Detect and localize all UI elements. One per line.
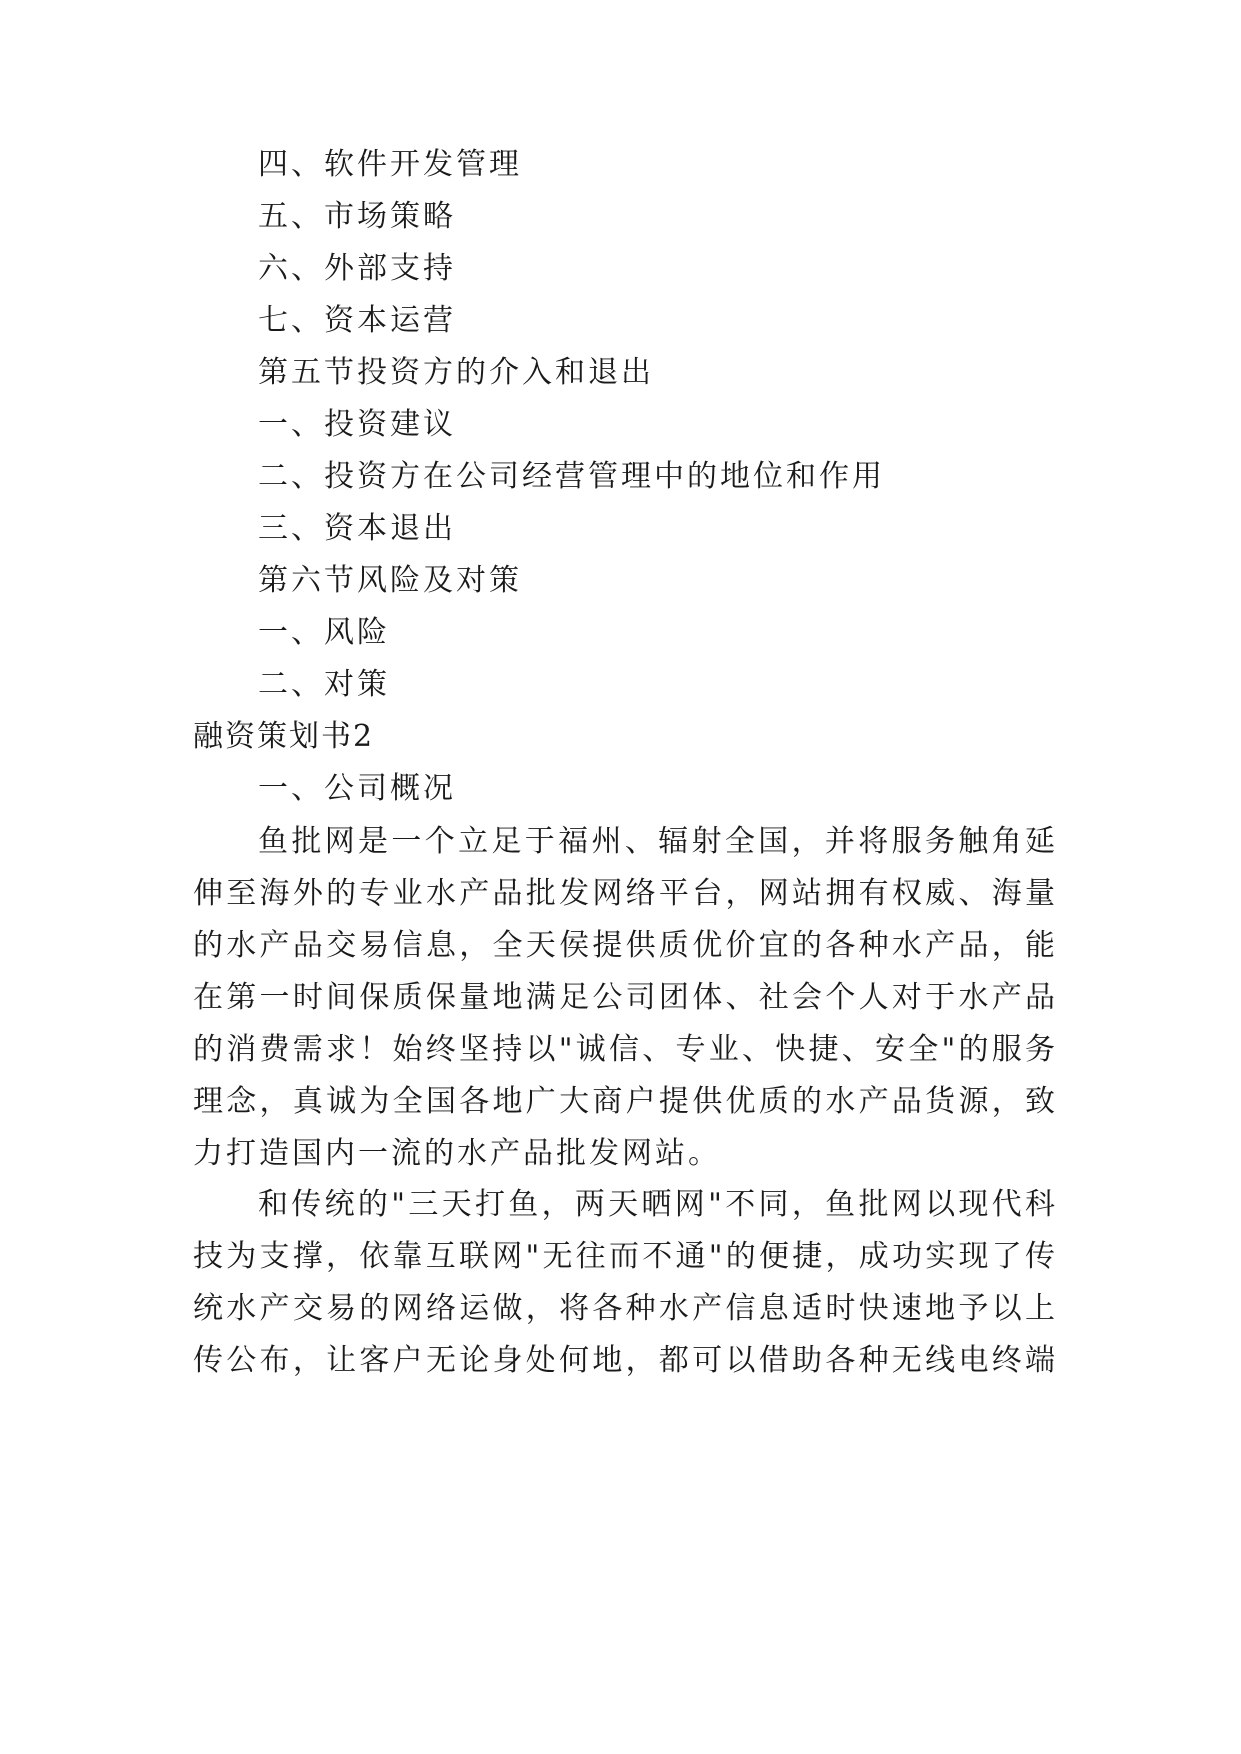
outline-item: 七、资本运营 (258, 303, 456, 338)
paragraph-line: 统水产交易的网络运做，将各种水产信息适时快速地予以上 (193, 1291, 1055, 1326)
paragraph-line: 理念，真诚为全国各地广大商户提供优质的水产品货源，致 (193, 1084, 1055, 1119)
outline-item: 六、外部支持 (258, 251, 456, 286)
paragraph-line: 力打造国内一流的水产品批发网站。 (193, 1136, 721, 1171)
paragraph-line: 鱼批网是一个立足于福州、辐射全国，并将服务触角延 (258, 824, 1055, 859)
outline-item: 二、投资方在公司经营管理中的地位和作用 (258, 459, 885, 494)
outline-item: 二、对策 (258, 667, 390, 702)
outline-item: 五、市场策略 (258, 199, 456, 234)
outline-section-heading: 第五节投资方的介入和退出 (258, 355, 654, 390)
paragraph-line: 伸至海外的专业水产品批发网络平台，网站拥有权威、海量 (193, 876, 1055, 911)
outline-item: 四、软件开发管理 (258, 147, 522, 182)
outline-item: 三、资本退出 (258, 511, 456, 546)
outline-section-heading: 第六节风险及对策 (258, 563, 522, 598)
paragraph-line: 的水产品交易信息，全天侯提供质优价宜的各种水产品，能 (193, 928, 1055, 963)
paragraph-line: 和传统的"三天打鱼，两天晒网"不同，鱼批网以现代科 (258, 1187, 1055, 1222)
section-heading: 一、公司概况 (258, 771, 456, 806)
paragraph-line: 传公布，让客户无论身处何地，都可以借助各种无线电终端 (193, 1343, 1055, 1378)
paragraph-line: 的消费需求！始终坚持以"诚信、专业、快捷、安全"的服务 (193, 1032, 1055, 1067)
outline-item: 一、风险 (258, 615, 390, 650)
document-title: 融资策划书2 (193, 719, 375, 754)
outline-item: 一、投资建议 (258, 407, 456, 442)
paragraph-line: 在第一时间保质保量地满足公司团体、社会个人对于水产品 (193, 980, 1055, 1015)
paragraph-line: 技为支撑，依靠互联网"无往而不通"的便捷，成功实现了传 (193, 1239, 1055, 1274)
